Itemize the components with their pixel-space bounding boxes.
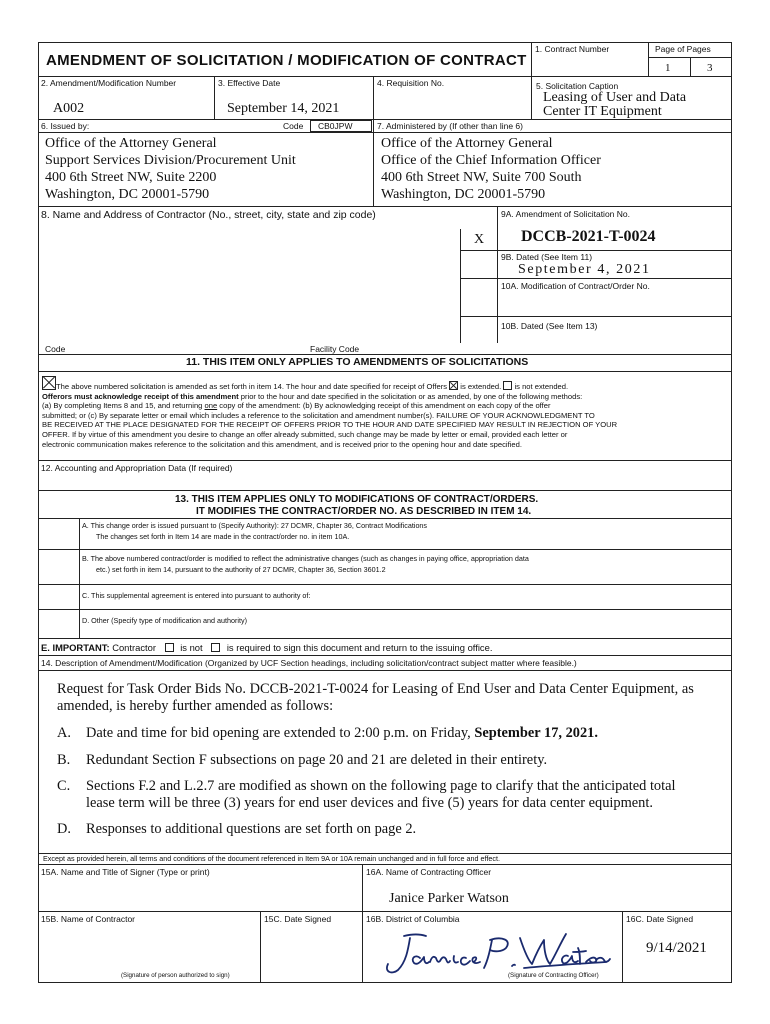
- accounting-data-label: 12. Accounting and Appropriation Data (If required): [41, 463, 233, 473]
- not-extended-checkbox[interactable]: [503, 381, 512, 390]
- item-a-text: Date and time for bid opening are extended to 2:00 p.m. on Friday, September 17, 2021.: [86, 725, 598, 741]
- contractor-signature-caption: (Signature of person authorized to sign): [121, 972, 230, 979]
- administered-by-line2: Office of the Chief Information Officer: [381, 153, 601, 168]
- description-intro-line2: amended, is hereby further amended as follows:: [57, 698, 334, 714]
- issued-by-code: CB0JPW: [318, 121, 353, 131]
- contractor-code-label: Code: [45, 344, 66, 354]
- solicitation-caption-line2: Center IT Equipment: [543, 104, 662, 119]
- form-title: AMENDMENT OF SOLICITATION / MODIFICATION OF CONTRACT: [46, 52, 527, 69]
- description-intro-line1: Request for Task Order Bids No. DCCB-2021-T-0024 for Leasing of End User and Data Center Equipment, as: [57, 681, 694, 697]
- officer-date-label: 16C. Date Signed: [626, 914, 694, 924]
- section-11-line1: The above numbered solicitation is amended as set forth in item 14. The hour and date specified for receipt of Offers: [56, 382, 448, 391]
- item-b-text: Redundant Section F subsections on page 20 and 21 are deleted in their entirety.: [86, 752, 548, 768]
- issued-by-line2: Support Services Division/Procurement Unit: [45, 153, 296, 168]
- district-label: 16B. District of Columbia: [366, 914, 460, 924]
- dated-item11-value: September 4, 2021: [518, 262, 651, 277]
- contract-number-label: 1. Contract Number: [535, 44, 610, 54]
- page-total: 3: [707, 62, 713, 74]
- issued-by-code-label: Code: [283, 121, 304, 131]
- important-is-not: is not: [180, 642, 203, 653]
- solicitation-caption-label: 5. Solicitation Caption: [536, 81, 619, 91]
- item-c-text: Sections F.2 and L.2.7 are modified as shown on the following page to clarify that the anticipated total: [86, 778, 676, 794]
- page-of-pages-label: Page of Pages: [655, 44, 711, 54]
- section-11-line4: submitted; or (c) By separate letter or email which includes a reference to the solicitation and amendment number(s). FAILURE OF YOUR ACKNOWLEDGMENT TO: [42, 410, 595, 420]
- section-13b-line2: etc.) set forth in item 14, pursuant to the authority of 27 DCMR, Chapter 36, Section 3601.2: [96, 565, 386, 574]
- section-13b-line1: B. The above numbered contract/order is modified to reflect the administrative changes (such as changes in paying office, appropriation data: [82, 554, 529, 563]
- contractor-address-label: 8. Name and Address of Contractor (No., street, city, state and zip code): [41, 209, 376, 221]
- extended-label: is extended.: [460, 382, 502, 391]
- section-11-checkbox[interactable]: [42, 376, 56, 390]
- description-label: 14. Description of Amendment/Modification (Organized by UCF Section headings, including solicitation/contract subject matter where feasible.): [41, 658, 577, 668]
- issued-by-label: 6. Issued by:: [41, 121, 90, 131]
- administered-by-line1: Office of the Attorney General: [381, 136, 553, 151]
- contractor-mark: X: [474, 232, 485, 247]
- section-11-header: 11. THIS ITEM ONLY APPLIES TO AMENDMENTS OF SOLICITATIONS: [186, 356, 529, 368]
- solicitation-caption-line1: Leasing of User and Data: [543, 90, 687, 105]
- item-d-text: Responses to additional questions are set forth on page 2.: [86, 821, 417, 837]
- contractor-date-label: 15C. Date Signed: [264, 914, 332, 924]
- dated-item11-label: 9B. Dated (See Item 11): [501, 252, 593, 262]
- is-not-checkbox[interactable]: [165, 643, 174, 652]
- facility-code-label: Facility Code: [310, 344, 360, 354]
- issued-by-line3: 400 6th Street NW, Suite 2200: [45, 170, 217, 185]
- officer-signature: [374, 928, 614, 978]
- solicitation-amendment-number: DCCB-2021-T-0024: [521, 228, 656, 245]
- issued-by-line1: Office of the Attorney General: [45, 136, 217, 151]
- signer-name-label: 15A. Name and Title of Signer (Type or print): [41, 867, 210, 877]
- contracting-officer-name: Janice Parker Watson: [389, 891, 509, 906]
- extended-checkbox[interactable]: [449, 381, 458, 390]
- important-contractor: Contractor: [112, 642, 156, 653]
- important-row: [41, 642, 492, 653]
- requisition-number-label: 4. Requisition No.: [377, 78, 445, 88]
- section-11-body: [42, 376, 730, 449]
- item-a-letter: A.: [57, 725, 71, 741]
- issued-by-line4: Washington, DC 20001-5790: [45, 187, 210, 202]
- section-13a-line1: A. This change order is issued pursuant to (Specify Authority): 27 DCMR, Chapter 36, Contract Modifications: [82, 521, 428, 530]
- item-c-text2: lease term will be three (3) years for end user devices and five (5) years for data center equipment.: [86, 795, 653, 811]
- section-11-line7: electronic communication makes reference to the solicitation and this amendment, and is received prior to the opening hour and date specified.: [42, 439, 522, 449]
- administered-by-label: 7. Administered by (If other than line 6): [377, 121, 523, 131]
- is-required-checkbox[interactable]: [211, 643, 220, 652]
- dated-item13-label: 10B. Dated (See Item 13): [501, 321, 598, 331]
- amendment-number-value: A002: [53, 101, 85, 116]
- section-11-line3b: one: [204, 401, 218, 411]
- except-text: Except as provided herein, all terms and conditions of the document referenced in Item 9A or 10A remain unchanged and in full force and effect.: [43, 854, 500, 863]
- effective-date-label: 3. Effective Date: [218, 78, 281, 88]
- amendment-number-label: 2. Amendment/Modification Number: [41, 78, 177, 88]
- section-13-header-line2: IT MODIFIES THE CONTRACT/ORDER NO. AS DESCRIBED IN ITEM 14.: [196, 506, 532, 517]
- section-11-line2-bold: Offerors must acknowledge receipt of this amendment: [42, 391, 239, 401]
- administered-by-line4: Washington, DC 20001-5790: [381, 187, 546, 202]
- administered-by-line3: 400 6th Street NW, Suite 700 South: [381, 170, 582, 185]
- officer-date-value: 9/14/2021: [646, 940, 707, 956]
- officer-signature-caption: (Signature of Contracting Officer): [508, 972, 599, 979]
- contractor-name-label: 15B. Name of Contractor: [41, 914, 136, 924]
- section-13-header-line1: 13. THIS ITEM APPLIES ONLY TO MODIFICATIONS OF CONTRACT/ORDERS.: [175, 494, 539, 505]
- section-13c: C. This supplemental agreement is entered into pursuant to authority of:: [82, 591, 311, 600]
- item-b-letter: B.: [57, 752, 71, 768]
- not-extended-label: is not extended.: [514, 382, 569, 391]
- solicitation-amendment-label: 9A. Amendment of Solicitation No.: [501, 209, 630, 219]
- contracting-officer-label: 16A. Name of Contracting Officer: [366, 867, 492, 877]
- important-rest: is required to sign this document and return to the issuing office.: [226, 642, 493, 653]
- section-11-line6: OFFER. If by virtue of this amendment you desire to change an offer already submitted, such change may be made by letter or email, provided each letter or: [42, 429, 568, 439]
- effective-date-value: September 14, 2021: [227, 101, 340, 116]
- item-c-letter: C.: [57, 778, 71, 794]
- section-13a-line2: The changes set forth in Item 14 are made in the contract/order no. in item 10A.: [96, 532, 350, 541]
- section-11-line3a: (a) By completing Items 8 and 15, and returning: [42, 401, 205, 411]
- section-11-line2: prior to the hour and date specified in the solicitation or as amended, by one of the following methods:: [238, 391, 583, 401]
- important-label: E. IMPORTANT:: [41, 642, 110, 653]
- section-11-line5: BE RECEIVED AT THE PLACE DESIGNATED FOR THE RECEIPT OF OFFERS PRIOR TO THE HOUR AND DATE SPECIFIED MAY RESULT IN REJECTION OF YOUR: [42, 420, 618, 430]
- modification-number-label: 10A. Modification of Contract/Order No.: [501, 281, 650, 291]
- section-11-line3c: copy of the amendment: (b) By acknowledging receipt of this amendment on each copy of the offer: [217, 401, 551, 411]
- item-d-letter: D.: [57, 821, 71, 837]
- section-13d: D. Other (Specify type of modification and authority): [82, 616, 247, 625]
- page-number: 1: [665, 62, 671, 74]
